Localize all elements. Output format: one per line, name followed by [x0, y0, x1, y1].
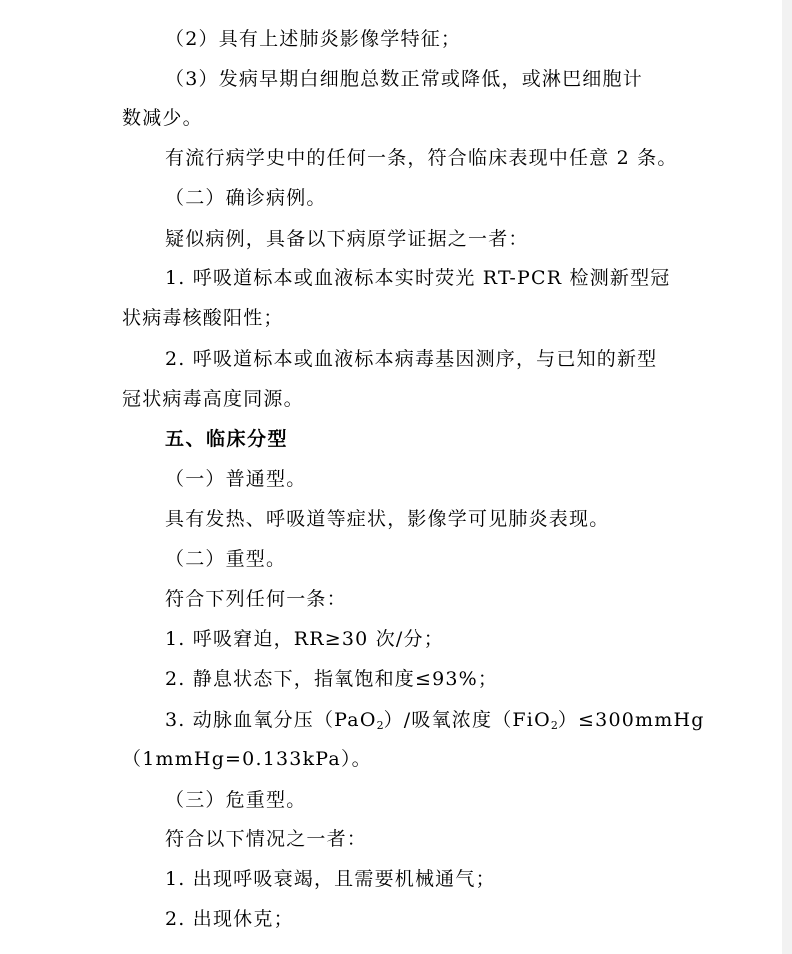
subscript: 2 [376, 719, 384, 732]
subsection-heading: （一）普通型。 [165, 468, 307, 490]
text-line: （2）具有上述肺炎影像学特征； [165, 28, 462, 50]
text-line: 冠状病毒高度同源。 [122, 388, 304, 410]
subsection-heading: （三）危重型。 [165, 789, 307, 811]
text-line: 1. 呼吸窘迫，RR≥30 次/分； [165, 628, 444, 650]
text-line: 2. 出现休克； [165, 908, 294, 930]
section-heading: 五、临床分型 [165, 428, 289, 450]
text-segment: 3. 动脉血氧分压（PaO [165, 709, 377, 731]
subsection-heading: （二）重型。 [165, 548, 287, 570]
text-line: 有流行病学史中的任何一条，符合临床表现中任意 2 条。 [165, 147, 678, 169]
text-line: （1mmHg=0.133kPa）。 [122, 748, 372, 770]
text-line: 1. 出现呼吸衰竭，且需要机械通气； [165, 868, 496, 890]
text-line: 具有发热、呼吸道等症状，影像学可见肺炎表现。 [165, 508, 610, 530]
text-line: 符合下列任何一条： [165, 588, 347, 610]
text-line: （3）发病早期白细胞总数正常或降低，或淋巴细胞计 [165, 68, 643, 90]
text-segment: ）/吸氧浓度（FiO [383, 709, 551, 731]
text-line: 2. 呼吸道标本或血液标本病毒基因测序，与已知的新型 [165, 348, 658, 370]
text-line: 疑似病例，具备以下病原学证据之一者： [165, 228, 529, 250]
text-line: 状病毒核酸阳性； [122, 307, 284, 329]
text-line: 符合以下情况之一者： [165, 828, 368, 850]
subscript: 2 [550, 719, 558, 732]
text-line: 数减少。 [122, 107, 203, 129]
text-line: 2. 静息状态下，指氧饱和度≤93%； [165, 668, 499, 690]
text-segment: ）≤300mmHg [557, 709, 705, 731]
text-line: 1. 呼吸道标本或血液标本实时荧光 RT-PCR 检测新型冠 [165, 267, 671, 289]
text-line [165, 707, 705, 739]
subsection-heading: （二）确诊病例。 [165, 187, 327, 209]
